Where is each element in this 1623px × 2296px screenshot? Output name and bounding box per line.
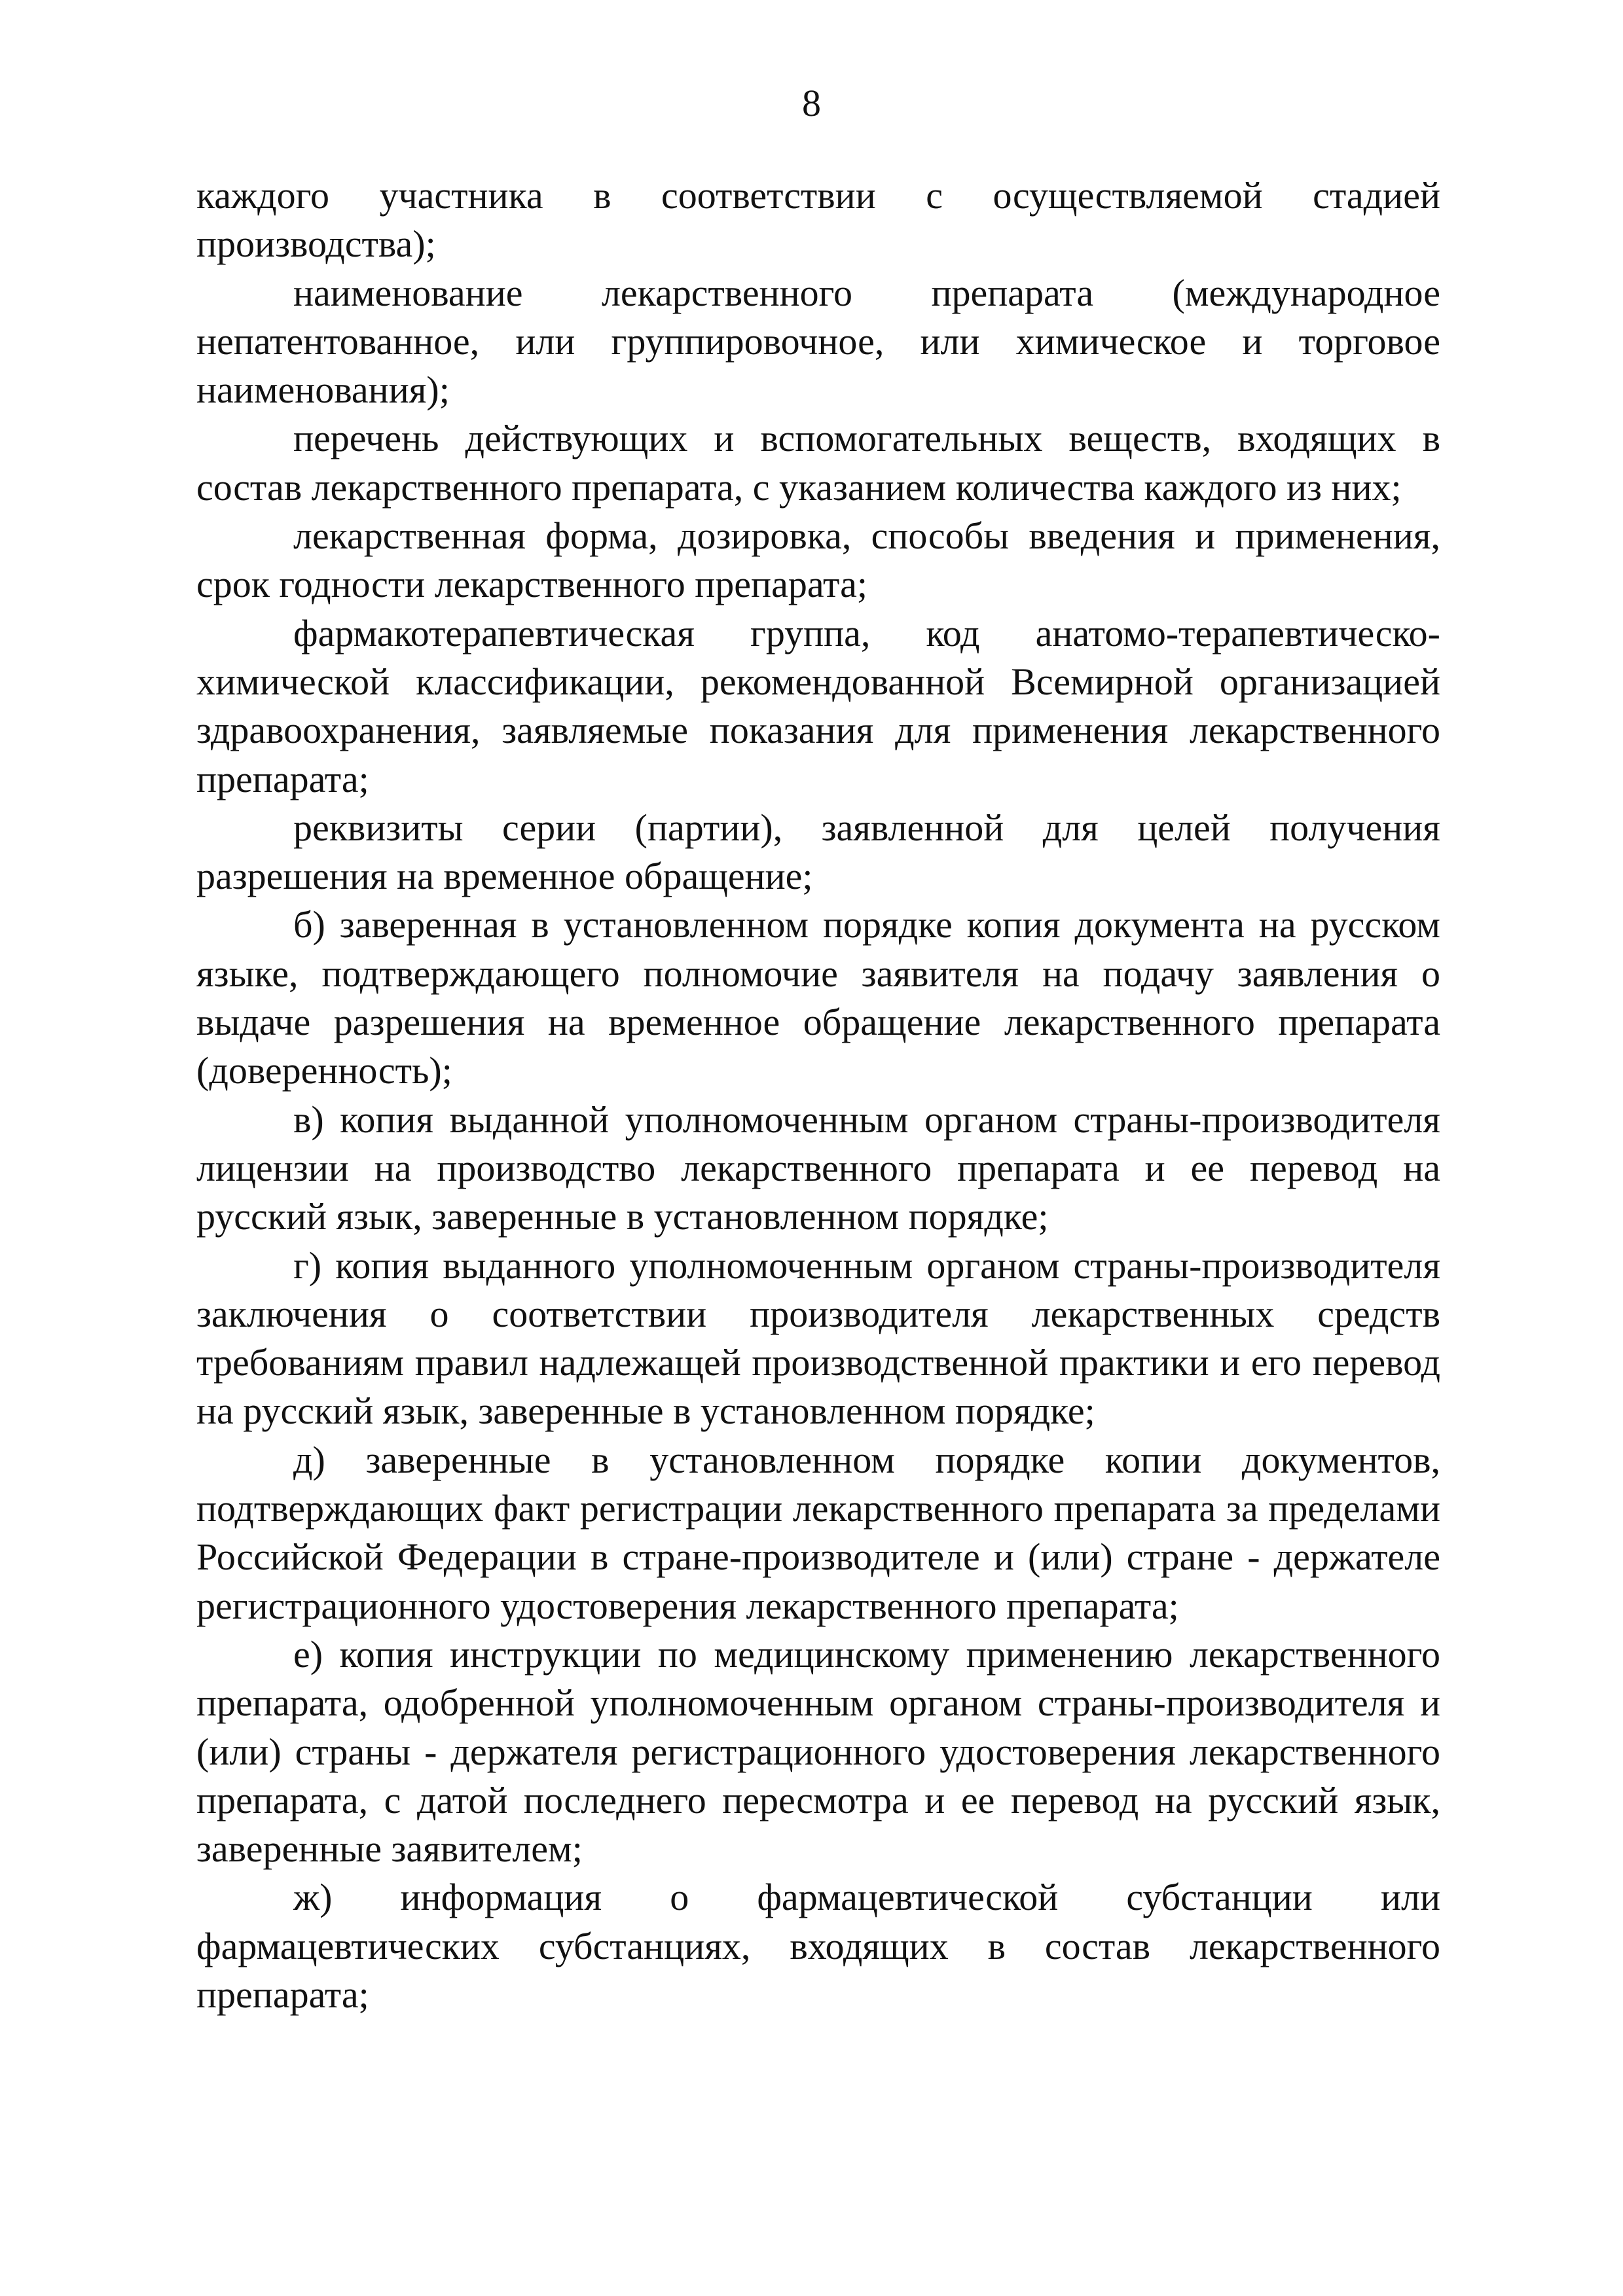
paragraph-drug-name: наименование лекарственного препарата (международное непатентованное, или группировочное, или химическое и торговое наименования); (196, 271, 1440, 412)
paragraph-item-v: в) копия выданной уполномоченным органом страны-производителя лицензии на производство лекарственного препарата и ее перевод на русский язык, заверенные в установленном порядке; (196, 1098, 1440, 1238)
paragraph-item-e: е) копия инструкции по медицинскому применению лекарственного препарата, одобренной уполномоченным органом страны-производителя и (или) страны - держателя регистрационного удостоверения лекарственного препарата, с датой последнего пересмотра и ее перевод на русский язык, заверенные заявителем; (196, 1632, 1440, 1871)
document-body (196, 171, 1440, 2019)
paragraph-item-d: д) заверенные в установленном порядке копии документов, подтверждающих факт регистрации лекарственного препарата за пределами Российской Федерации в стране-производителе и (или) стране - держателе регистрационного удостоверения лекарственного препарата; (196, 1438, 1440, 1627)
paragraph-substances-list: перечень действующих и вспомогательных веществ, входящих в состав лекарственного препарата, с указанием количества каждого из них; (196, 417, 1440, 509)
paragraph-item-zh: ж) информация о фармацевтической субстанции или фармацевтических субстанциях, входящих в состав лекарственного препарата; (196, 1876, 1440, 2016)
page-number: 8 (802, 82, 821, 124)
paragraph-item-g: г) копия выданного уполномоченным органом страны-производителя заключения о соответствии производителя лекарственных средств требованиям правил надлежащей производственной практики и его перевод на русский язык, заверенные в установленном порядке; (196, 1244, 1440, 1433)
paragraph-continuation: каждого участника в соответствии с осуществляемой стадией производства); (196, 174, 1440, 266)
paragraph-pharmacotherapeutic-group: фармакотерапевтическая группа, код анатомо-терапевтическо-химической классификации, рекомендованной Всемирной организацией здравоохранения, заявляемые показания для применения лекарственного препарата; (196, 611, 1440, 800)
paragraph-batch-details: реквизиты серии (партии), заявленной для целей получения разрешения на временное обращение; (196, 806, 1440, 898)
paragraph-dosage-form: лекарственная форма, дозировка, способы введения и применения, срок годности лекарственного препарата; (196, 514, 1440, 606)
paragraph-item-b: б) заверенная в установленном порядке копия документа на русском языке, подтверждающего полномочие заявителя на подачу заявления о выдаче разрешения на временное обращение лекарственного препарата (доверенность); (196, 903, 1440, 1092)
